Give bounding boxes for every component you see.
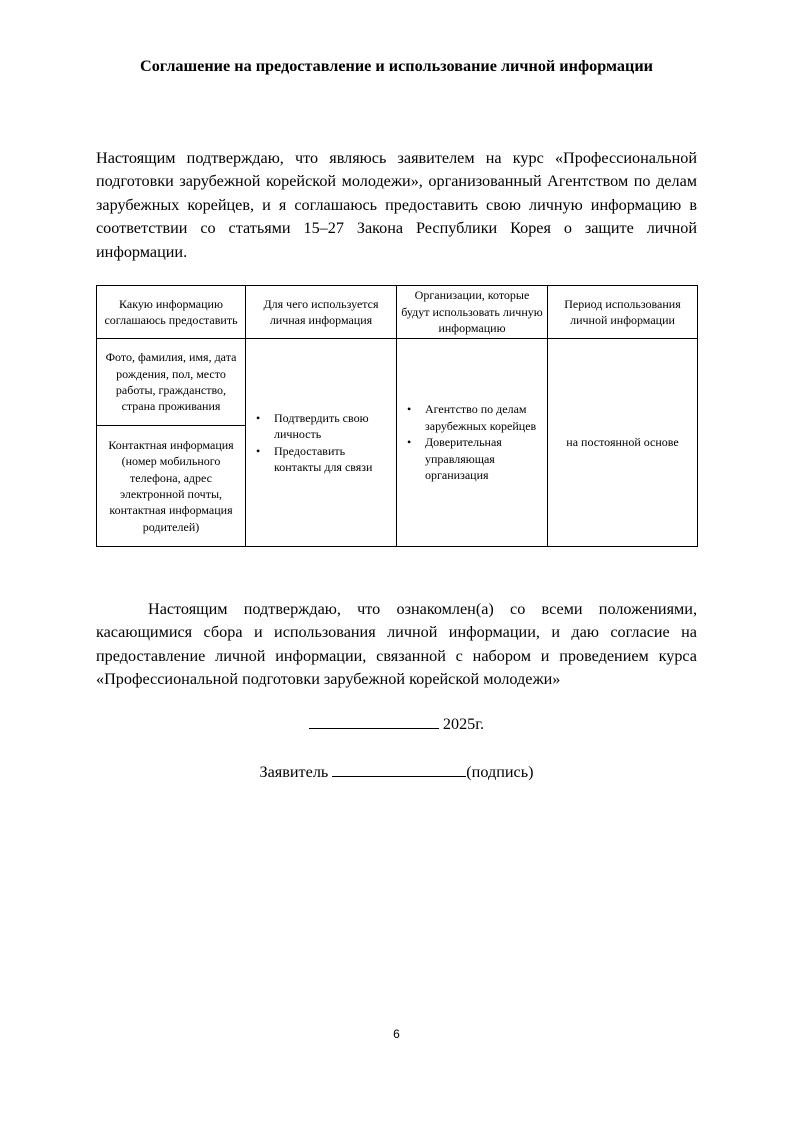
period-cell: на постоянной основе <box>548 339 698 547</box>
header-period: Период использования личной информации <box>548 286 698 339</box>
info-item-contact: Контактная информация (номер мобильного телефона, адрес электронной почты, контактная информация родителей) <box>97 426 246 547</box>
page-number: 6 <box>393 1027 400 1041</box>
signature-line <box>0 760 793 782</box>
date-year: 2025г. <box>442 715 485 733</box>
consent-table <box>96 285 698 547</box>
organizations-cell <box>397 339 548 547</box>
header-info-provided: Какую информацию соглашаюсь предоставить <box>97 286 246 339</box>
confirmation-paragraph: Настоящим подтверждаю, что ознакомлен(а) со всеми положениями, касающимися сбора и использования личной информации, и даю согласие на предоставление личной информации, связанной с набором и проведением курса «Профессиональной подготовки зарубежной корейской молодежи» <box>96 600 697 689</box>
date-line <box>0 712 793 734</box>
list-item: • Агентство по делам зарубежных корейцев <box>405 401 543 434</box>
intro-paragraph: Настоящим подтверждаю, что являюсь заявителем на курс «Профессиональной подготовки зарубежной корейской молодежи», организованный Агентством по делам зарубежных корейцев, и я соглашаюсь предоставить свою личную информацию в соответствии со статьями 15–27 Закона Республики Корея о защите личной информации. <box>96 149 697 261</box>
purpose-cell <box>246 339 397 547</box>
info-item-personal: Фото, фамилия, имя, дата рождения, пол, место работы, гражданство, страна проживания <box>97 339 246 426</box>
purpose-list <box>250 410 392 476</box>
header-organizations: Организации, которые будут использовать личную информацию <box>397 286 548 339</box>
signature-blank-field[interactable] <box>332 760 466 777</box>
table-header-row <box>97 286 698 339</box>
date-blank-field[interactable] <box>309 712 439 729</box>
signature-label: Заявитель <box>259 763 329 781</box>
organizations-list <box>401 401 543 483</box>
header-purpose: Для чего используется личная информация <box>246 286 397 339</box>
signature-hint: (подпись) <box>466 763 534 781</box>
list-item: • Доверительная управляющая организация <box>405 434 543 483</box>
document-title: Соглашение на предоставление и использование личной информации <box>140 57 653 75</box>
table-row <box>97 339 698 426</box>
list-item: • Предоставить контакты для связи <box>254 443 392 476</box>
list-item: • Подтвердить свою личность <box>254 410 392 443</box>
